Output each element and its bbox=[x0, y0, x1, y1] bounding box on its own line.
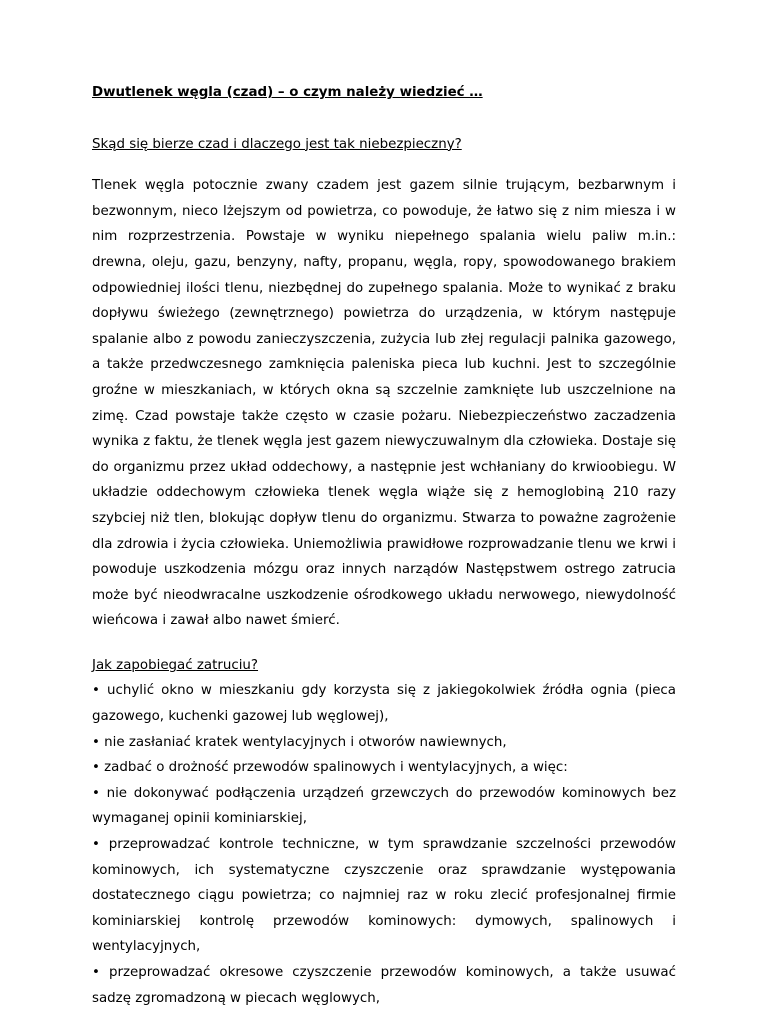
list-item: • nie dokonywać podłączenia urządzeń grzewczych do przewodów kominowych bez wymaganej opinii kominiarskiej, bbox=[92, 785, 676, 827]
document-page bbox=[92, 80, 676, 1011]
list-item: • nie zasłaniać kratek wentylacyjnych i otworów nawiewnych, bbox=[92, 734, 507, 750]
section-heading-danger: Skąd się bierze czad i dlaczego jest tak niebezpieczny? bbox=[92, 136, 462, 152]
section-heading-prevention: Jak zapobiegać zatruciu? bbox=[92, 657, 259, 673]
list-item: • przeprowadzać okresowe czyszczenie przewodów kominowych, a także usuwać sadzę zgromadzoną w piecach węglowych, bbox=[92, 965, 676, 1006]
spacer bbox=[92, 106, 676, 132]
section-paragraph-danger: Tlenek węgla potocznie zwany czadem jest gazem silnie trującym, bezbarwnym i bezwonnym, nieco lżejszym od powietrza, co powoduje, że łatwo się z nim miesza i w nim rozprzestrzenia. Powstaje w wyniku niepełnego spalania wielu paliw m.in.: drewna, oleju, gazu, benzyny, nafty, propanu, węgla, ropy, spowodowanego brakiem odpowiedniej ilości tlenu, niezbędnej do zupełnego spalania. Może to wynikać z braku dopływu świeżego (zewnętrznego) powietrza do urządzenia, w którym następuje spalanie albo z powodu zanieczyszczenia, zużycia lub złej regulacji palnika gazowego, a także przedwczesnego zamknięcia paleniska pieca lub kuchni. Jest to szczególnie groźne w mieszkaniach, w których okna są szczelnie zamknięte lub uszczelnione na zimę. Czad powstaje także często w czasie pożaru. Niebezpieczeństwo zaczadzenia wynika z faktu, że tlenek węgla jest gazem niewyczuwalnym dla człowieka. Dostaje się do organizmu przez układ oddechowy, a następnie jest wchłaniany do krwioobiegu. W układzie oddechowym człowieka tlenek węgla wiąże się z hemoglobiną 210 razy szybciej niż tlen, blokując dopływ tlenu do organizmu. Stwarza to poważne zagrożenie dla zdrowia i życia człowieka. Uniemożliwia prawidłowe rozprowadzanie tlenu we krwi i powoduje uszkodzenia mózgu oraz innych narządów Następstwem ostrego zatrucia może być nieodwracalne uszkodzenie ośrodkowego układu nerwowego, niewydolność wieńcowa i zawał albo nawet śmierć. bbox=[92, 178, 676, 629]
list-item: • zadbać o drożność przewodów spalinowych i wentylacyjnych, a więc: bbox=[92, 760, 568, 776]
list-item: • uchylić okno w mieszkaniu gdy korzysta się z jakiegokolwiek źródła ognia (pieca gazowego, kuchenki gazowej lub węglowej), bbox=[92, 683, 676, 725]
spacer bbox=[92, 157, 676, 173]
spacer bbox=[92, 634, 676, 653]
list-item: • przeprowadzać kontrole techniczne, w tym sprawdzanie szczelności przewodów kominowych, ich systematyczne czyszczenie oraz sprawdzanie występowania dostatecznego ciągu powietrza; co najmniej raz w roku zlecić profesjonalnej firmie kominiarskiej kontrolę przewodów kominowych: dymowych, spalinowych i wentylacyjnych, bbox=[92, 837, 676, 955]
prevention-list bbox=[92, 678, 676, 1011]
document-title: Dwutlenek węgla (czad) – o czym należy wiedzieć … bbox=[92, 85, 483, 100]
